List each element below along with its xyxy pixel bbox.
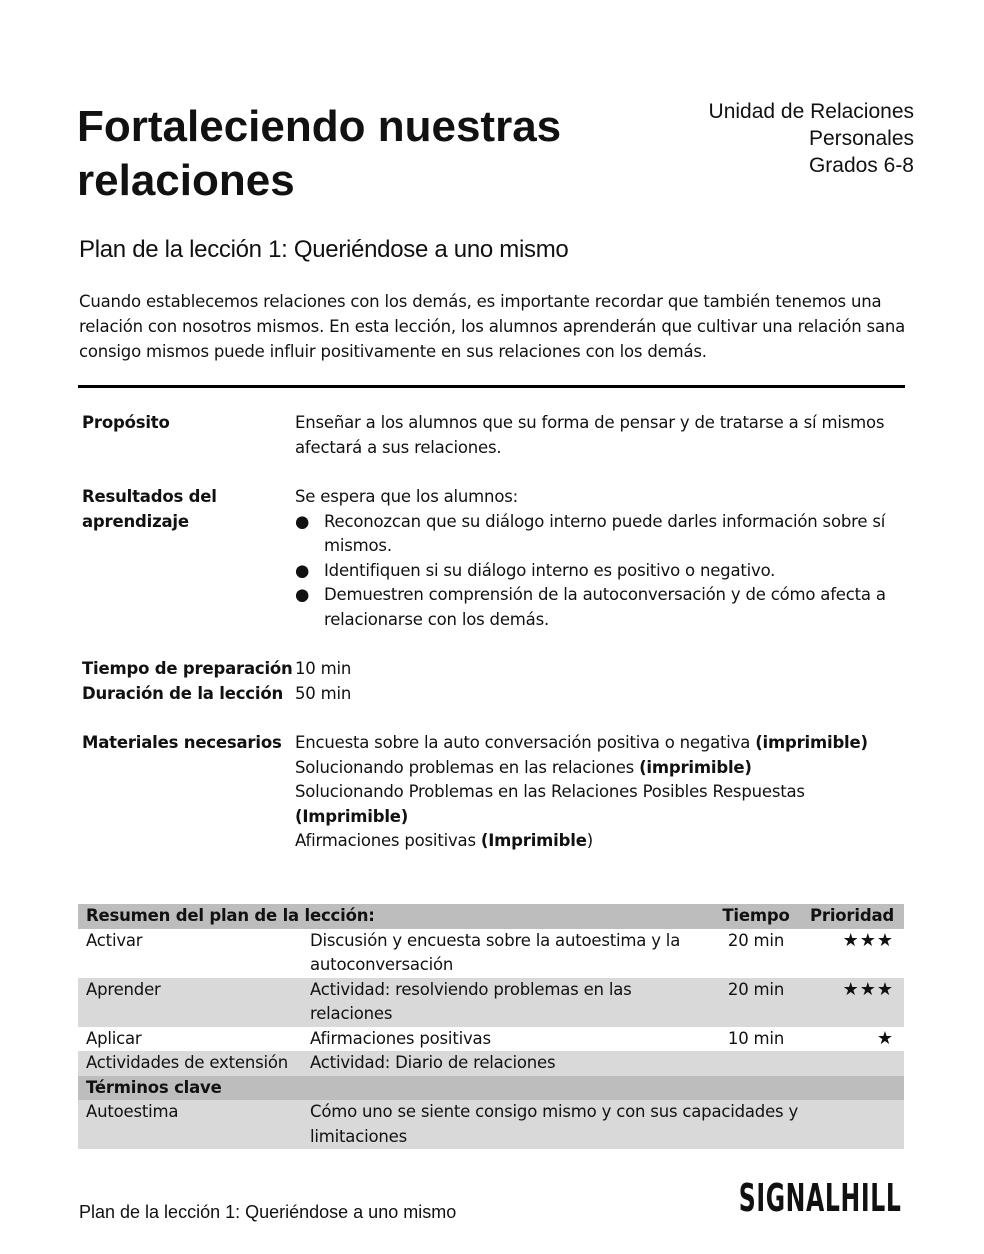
bullet-icon: ● [295,511,310,531]
activity-cell: Actividad: Diario de relaciones [310,1053,556,1072]
outcome-text: Demuestren comprensión de la autoconversación y de cómo afecta a relacionarse con los demás. [324,585,886,629]
activity-cell: Afirmaciones positivas [310,1028,491,1048]
divider [78,385,905,388]
activity-cell: Discusión y encuesta sobre la autoestima y la autoconversación [310,930,681,974]
stage-cell: Aprender [86,979,161,999]
priority-star-icon: ★ [876,1027,894,1049]
outcome-text: Reconozcan que su diálogo interno puede darles información sobre sí mismos. [324,511,886,555]
unit-line-2: Personales [808,127,914,150]
table-row [78,978,904,1027]
stage-cell: Activar [86,930,143,950]
material-item: Solucionando Problemas en las Relaciones Posibles Respuestas (Imprimible) [295,782,805,826]
list-item [295,559,902,584]
bullet-icon: ● [295,560,310,580]
time-cell: 20 min [727,979,785,999]
outcome-text: Identifiquen si su diálogo interno es positivo o negativo. [324,560,776,580]
priority-header: Prioridad [810,906,894,925]
priority-star-icon: ★★★ [842,978,894,1000]
purpose-label: Propósito [82,413,170,432]
grade-level: Grados 6-8 [808,154,914,177]
summary-header-label: Resumen del plan de la lección: [86,906,375,925]
intro-paragraph: Cuando establecemos relaciones con los demás, es importante recordar que también tenemos una relación con nosotros mismos. En esta lección, los alumnos aprenderán que cultivar una relación sana consigo mismos puede influir positivamente en sus relaciones con los demás. [79,292,906,361]
signalhill-logo: SIGNALHILL [738,1176,901,1220]
outcomes-label: Resultados del aprendizaje [82,487,217,531]
duration-label: Duración de la lección [82,683,284,703]
lesson-summary-table [78,904,904,1149]
unit-line-1: Unidad de Relaciones [708,100,914,123]
materials-row [82,731,902,854]
purpose-text: Enseñar a los alumnos que su forma de pensar y de tratarse a sí mismos afectará a sus relaciones. [295,413,885,457]
table-row [78,1027,904,1052]
page-title: Fortaleciendo nuestras relaciones [77,102,562,205]
table-row [78,1051,904,1076]
table-row [78,929,904,978]
priority-star-icon: ★★★ [842,929,894,951]
priority-cell [802,1051,894,1076]
definition-cell: Cómo uno se siente consigo mismo y con sus capacidades y limitaciones [310,1102,799,1146]
time-header: Tiempo [722,906,790,925]
activity-cell: Actividad: resolviendo problemas en las relaciones [310,979,632,1023]
duration-value: 50 min [295,683,352,703]
prep-value: 10 min [295,659,352,678]
duration-row [82,682,902,707]
unit-info [709,98,914,179]
outcomes-list [295,510,902,633]
list-item [295,510,902,559]
time-cell [710,1051,802,1076]
material-item: Solucionando problemas en las relaciones (imprimible) [295,757,752,777]
summary-header-row [78,904,904,929]
material-item: Encuesta sobre la auto conversación positiva o negativa (imprimible) [295,733,868,752]
outcomes-row [82,485,902,632]
lesson-info-table [82,411,902,879]
prep-label: Tiempo de preparación [82,659,293,678]
footer-text: Plan de la lección 1: Queriéndose a uno mismo [79,1202,457,1222]
material-item: Afirmaciones positivas (Imprimible) [295,831,593,850]
materials-label: Materiales necesarios [82,733,282,752]
table-row [78,1100,904,1149]
materials-list [295,731,902,854]
key-terms-header [78,1076,904,1101]
lesson-subtitle: Plan de la lección 1: Queriéndose a uno mismo [79,236,569,263]
key-terms-label: Términos clave [86,1077,222,1097]
term-cell: Autoestima [86,1102,179,1121]
outcomes-intro: Se espera que los alumnos: [295,487,518,506]
time-cell: 20 min [727,930,785,950]
stage-cell: Actividades de extensión [86,1053,289,1072]
purpose-row [82,411,902,460]
list-item [295,583,902,632]
stage-cell: Aplicar [86,1028,142,1048]
prep-row [82,657,902,682]
time-cell: 10 min [727,1028,785,1048]
bullet-icon: ● [295,585,310,604]
